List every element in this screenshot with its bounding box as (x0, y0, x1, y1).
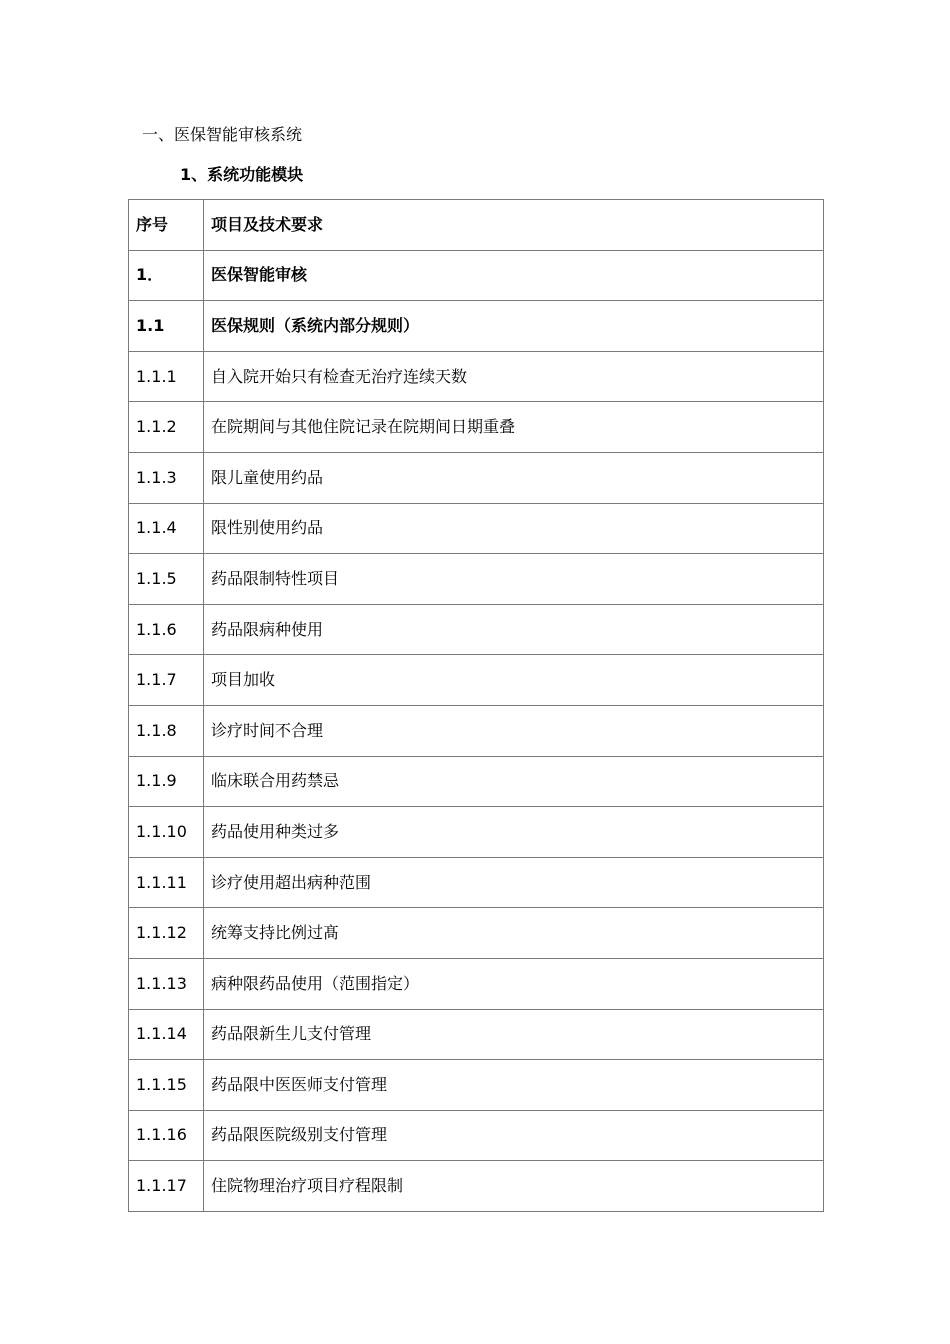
header-item-requirement: 项目及技术要求 (204, 200, 824, 251)
row-item-requirement: 限性别使用约品 (204, 503, 824, 554)
row-serial-number: 1.1.5 (129, 554, 204, 605)
row-serial-number: 1.1.14 (129, 1009, 204, 1060)
row-serial-number: 1.1.17 (129, 1161, 204, 1212)
row-item-requirement: 药品限中医医师支付管理 (204, 1060, 824, 1111)
row-item-requirement: 病种限药品使用（范围指定） (204, 958, 824, 1009)
row-serial-number: 1.1.1 (129, 351, 204, 402)
row-serial-number: 1.1.2 (129, 402, 204, 453)
row-item-requirement: 临床联合用药禁忌 (204, 756, 824, 807)
row-item-requirement: 诊疗使用超出病种范围 (204, 857, 824, 908)
row-item-requirement: 自入院开始只有检查无治疗连续天数 (204, 351, 824, 402)
row-item-requirement: 项目加收 (204, 655, 824, 706)
row-serial-number: 1.1.12 (129, 908, 204, 959)
row-serial-number: 1.1.8 (129, 705, 204, 756)
row-serial-number: 1.1 (129, 301, 204, 352)
table-row (129, 908, 824, 959)
table-row (129, 655, 824, 706)
table-row (129, 554, 824, 605)
row-item-requirement: 药品限医院级别支付管理 (204, 1110, 824, 1161)
header-serial-number: 序号 (129, 200, 204, 251)
table-row (129, 1060, 824, 1111)
row-item-requirement: 住院物理治疗项目疗程限制 (204, 1161, 824, 1212)
table-header-row (129, 200, 824, 251)
table-row (129, 250, 824, 301)
row-serial-number: 1.1.4 (129, 503, 204, 554)
table-row (129, 807, 824, 858)
row-item-requirement: 诊疗时间不合理 (204, 705, 824, 756)
row-serial-number: 1.1.6 (129, 604, 204, 655)
row-serial-number: 1.1.16 (129, 1110, 204, 1161)
row-serial-number: 1.1.3 (129, 452, 204, 503)
row-serial-number: 1.1.15 (129, 1060, 204, 1111)
row-serial-number: 1.1.11 (129, 857, 204, 908)
subsection-heading: 1、系统功能模块 (180, 165, 304, 184)
table-row (129, 958, 824, 1009)
table-row (129, 452, 824, 503)
row-item-requirement: 药品限病种使用 (204, 604, 824, 655)
row-serial-number: 1． (129, 250, 204, 301)
row-item-requirement: 医保规则（系统内部分规则） (204, 301, 824, 352)
row-item-requirement: 在院期间与其他住院记录在院期间日期重叠 (204, 402, 824, 453)
row-serial-number: 1.1.13 (129, 958, 204, 1009)
table-row (129, 1009, 824, 1060)
row-item-requirement: 医保智能审核 (204, 250, 824, 301)
row-item-requirement: 药品限新生儿支付管理 (204, 1009, 824, 1060)
table-row (129, 402, 824, 453)
row-serial-number: 1.1.7 (129, 655, 204, 706)
function-module-table (128, 199, 824, 1212)
table-row (129, 503, 824, 554)
row-serial-number: 1.1.10 (129, 807, 204, 858)
table-row (129, 301, 824, 352)
row-item-requirement: 药品使用种类过多 (204, 807, 824, 858)
table-row (129, 604, 824, 655)
table-row (129, 1161, 824, 1212)
row-item-requirement: 统筹支持比例过髙 (204, 908, 824, 959)
table-row (129, 756, 824, 807)
row-serial-number: 1.1.9 (129, 756, 204, 807)
section-heading: 一、医保智能审核系统 (142, 125, 303, 144)
row-item-requirement: 药品限制特性项目 (204, 554, 824, 605)
table-row (129, 1110, 824, 1161)
table-row (129, 705, 824, 756)
row-item-requirement: 限儿童使用约品 (204, 452, 824, 503)
table-row (129, 351, 824, 402)
table-row (129, 857, 824, 908)
function-module-table-body (129, 200, 824, 1212)
